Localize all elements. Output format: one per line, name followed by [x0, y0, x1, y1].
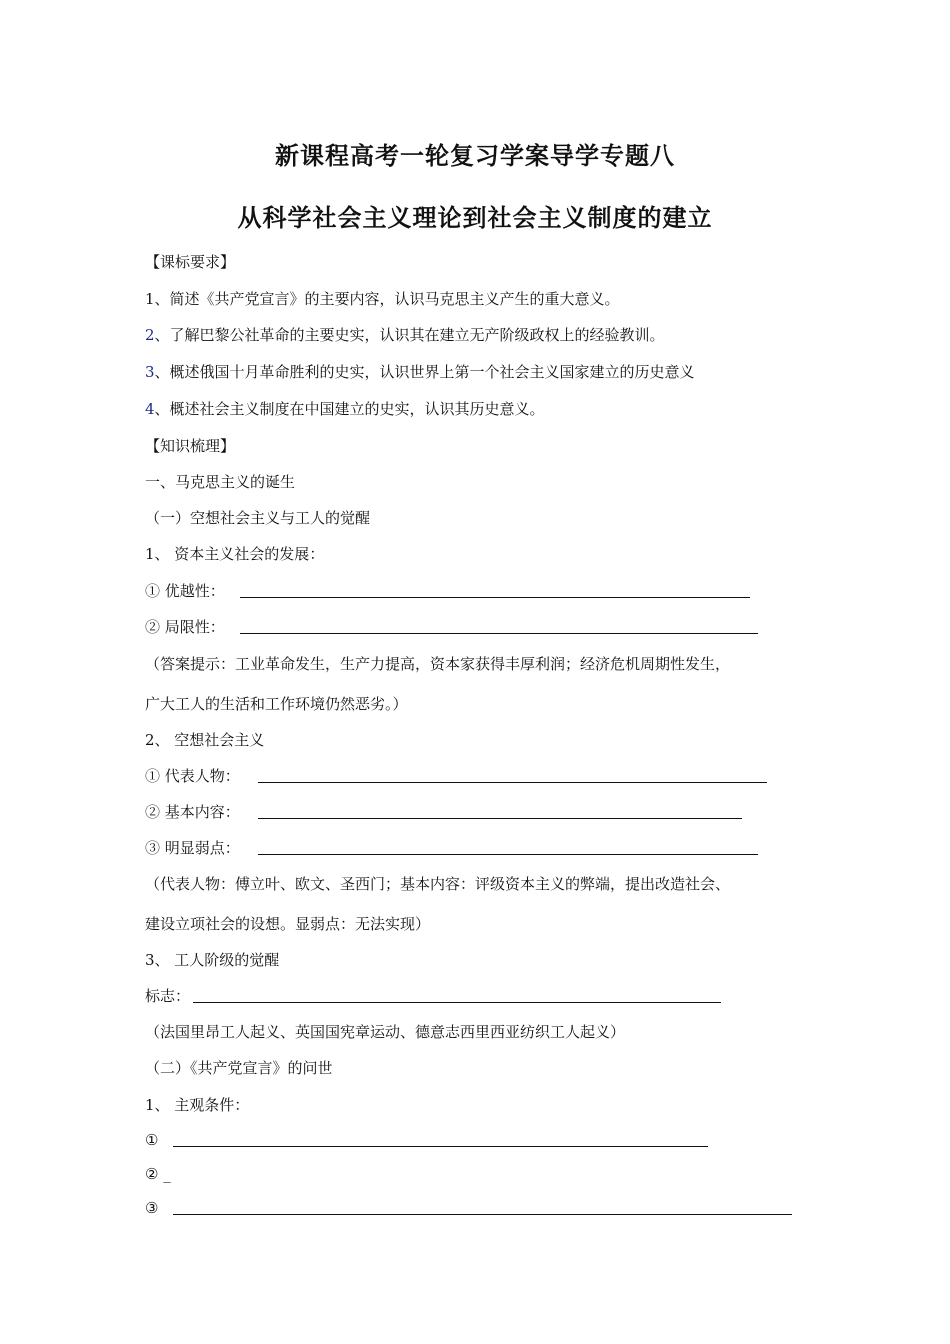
question-heading: 1、 主观条件：: [145, 1096, 250, 1114]
document-title: 新课程高考一轮复习学案导学专题八: [275, 142, 675, 170]
answer-blank[interactable]: [193, 1002, 721, 1003]
question-heading: 3、 工人阶级的觉醒: [145, 951, 280, 969]
answer-blank[interactable]: [258, 818, 742, 819]
circled-number: ② _: [145, 1165, 171, 1183]
fill-label: ③ 明显弱点：: [145, 839, 240, 857]
requirement-number: 3: [145, 363, 155, 381]
requirement-item: [145, 398, 545, 420]
fill-label: ① 优越性：: [145, 582, 225, 600]
fill-label: 标志：: [145, 987, 191, 1005]
answer-hint: 建设立项社会的设想。显弱点：无法实现）: [145, 915, 431, 933]
answer-blank[interactable]: [258, 854, 758, 855]
requirement-text: 、了解巴黎公社革命的主要史实，认识其在建立无产阶级政权上的经验教训。: [154, 326, 665, 344]
requirement-item: [145, 324, 665, 346]
subsection-heading: （一）空想社会主义与工人的觉醒: [145, 509, 371, 527]
fill-label: ② 局限性：: [145, 618, 225, 636]
subsection-heading: （二）《共产党宣言》的问世: [145, 1059, 333, 1077]
answer-blank[interactable]: [240, 633, 758, 634]
requirement-number: 2: [145, 326, 155, 344]
requirement-text: 、简述《共产党宣言》的主要内容，认识马克思主义产生的重大意义。: [154, 290, 620, 308]
fill-label: ② 基本内容：: [145, 803, 240, 821]
answer-hint: （答案提示：工业革命发生，生产力提高，资本家获得丰厚利润；经济危机周期性发生，: [145, 655, 731, 673]
section-heading-knowledge: 【知识梳理】: [145, 437, 236, 455]
answer-blank[interactable]: [240, 597, 750, 598]
requirement-text: 、概述俄国十月革命胜利的史实，认识世界上第一个社会主义国家建立的历史意义: [154, 363, 695, 381]
answer-hint: 广大工人的生活和工作环境仍然恶劣。）: [145, 695, 408, 713]
question-heading: 2、 空想社会主义: [145, 731, 265, 749]
answer-blank[interactable]: [258, 782, 767, 783]
question-heading: 1、 资本主义社会的发展：: [145, 545, 325, 563]
part-heading: 一、马克思主义的诞生: [145, 473, 296, 491]
answer-hint: （代表人物：傅立叶、欧文、圣西门；基本内容：评级资本主义的弊端，提出改造社会、: [145, 875, 731, 893]
requirement-number: 1: [145, 290, 155, 308]
document-subtitle: 从科学社会主义理论到社会主义制度的建立: [237, 204, 713, 232]
requirement-item: [145, 288, 620, 310]
requirement-item: [145, 361, 695, 383]
answer-blank[interactable]: [173, 1146, 708, 1147]
circled-number: ③: [145, 1199, 159, 1217]
answer-hint: （法国里昂工人起义、英国国宪章运动、德意志西里西亚纺织工人起义）: [145, 1023, 626, 1041]
requirement-text: 、概述社会主义制度在中国建立的史实，认识其历史意义。: [154, 400, 545, 418]
answer-blank[interactable]: [173, 1214, 792, 1215]
section-heading-requirements: 【课标要求】: [145, 253, 236, 271]
fill-label: ① 代表人物：: [145, 767, 240, 785]
requirement-number: 4: [145, 400, 155, 418]
circled-number: ①: [145, 1131, 159, 1149]
